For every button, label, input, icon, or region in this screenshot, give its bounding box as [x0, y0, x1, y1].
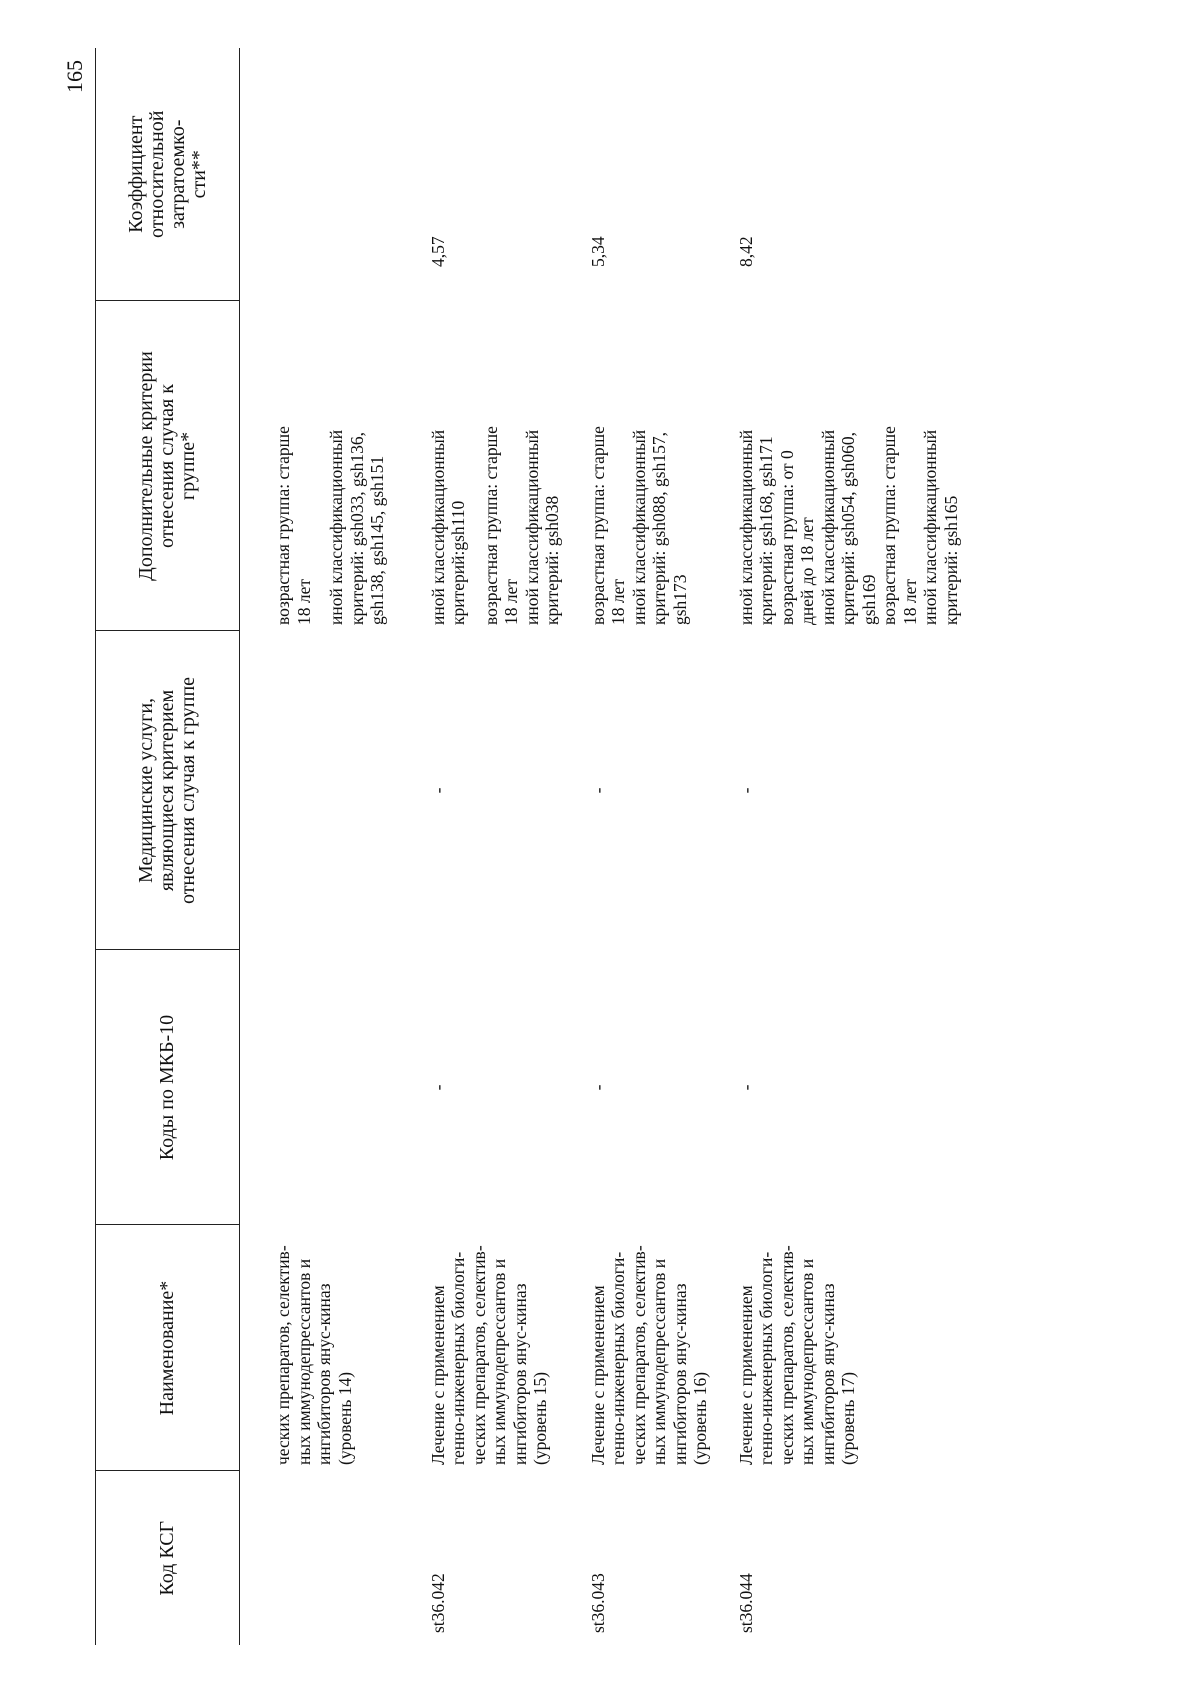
name-line: генно-инженерных биологи- — [756, 1251, 776, 1465]
name-line: генно-инженерных биологи- — [608, 1251, 628, 1465]
criteria-line: 18 лет — [608, 578, 628, 625]
name-cell — [588, 1225, 736, 1471]
criteria-line: возрастная группа: старше — [480, 426, 501, 625]
criteria-line: иной классификационный — [326, 429, 346, 625]
criteria-line: 18 лет — [293, 578, 314, 625]
header-code: Код КСГ — [96, 1471, 240, 1645]
name-line: ческих препаратов, селектив- — [628, 1245, 649, 1465]
coefficient-cell — [240, 48, 428, 301]
icd-code-cell: - — [427, 1084, 448, 1091]
criteria-cell — [736, 301, 962, 631]
criteria-line: иной классификационный — [427, 429, 448, 625]
criteria-line: критерий: gsh165 — [940, 495, 961, 625]
name-line: (уровень 15) — [530, 1371, 550, 1465]
criteria-line: иной классификационный — [817, 429, 838, 625]
services-cell: - — [427, 787, 448, 794]
criteria-group-gap — [314, 307, 326, 625]
header-name: Наименование* — [96, 1225, 240, 1471]
coefficient-cell: 4,57 — [427, 236, 448, 267]
header-services-line: Медицинские услуги, — [135, 697, 157, 884]
criteria-line: иной классификационный — [628, 429, 649, 625]
criteria-line: критерий: gsh033, gsh136, — [346, 432, 367, 625]
header-icd: Коды по МКБ-10 — [96, 950, 240, 1225]
name-line: ных иммунодепрессантов и — [293, 1258, 314, 1465]
criteria-cell — [240, 301, 428, 631]
coefficient-cell: 8,42 — [735, 236, 756, 267]
header-coefficient-line: затратоемко- — [166, 119, 189, 229]
ksg-code-cell — [240, 1471, 428, 1645]
criteria-line: иной классификационный — [521, 429, 542, 625]
ksg-code-cell: st36.044 — [735, 1573, 756, 1633]
criteria-line: дней до 18 лет — [797, 517, 817, 625]
name-line: ингибиторов янус-киназ — [817, 1283, 838, 1465]
criteria-line: 18 лет — [501, 578, 521, 625]
criteria-cell — [588, 301, 736, 631]
criteria-line: возрастная группа: от 0 — [776, 450, 797, 625]
name-cell — [240, 1225, 428, 1471]
criteria-line: критерий:gsh110 — [448, 500, 468, 625]
criteria-cell — [428, 301, 588, 631]
services-cell — [240, 631, 428, 950]
name-cell — [736, 1225, 962, 1471]
page-number: 165 — [62, 60, 87, 93]
coefficient-cell: 5,34 — [587, 236, 608, 267]
table-header-row — [96, 48, 240, 1645]
ksg-code-cell: st36.043 — [587, 1573, 608, 1633]
ksg-code-cell: st36.042 — [427, 1573, 448, 1633]
icd-code-cell — [240, 950, 428, 1225]
criteria-line: возрастная группа: старше — [587, 426, 608, 625]
name-line: ческих препаратов, селектив- — [273, 1245, 293, 1465]
criteria-line: критерий: gsh054, gsh060, — [838, 432, 858, 625]
criteria-line: возрастная группа: старше — [879, 426, 899, 625]
criteria-line: иной классификационный — [920, 429, 940, 625]
header-criteria-line: отнесения случая к — [156, 384, 178, 548]
name-line: ингибиторов янус-киназ — [314, 1283, 334, 1465]
ksg-table — [95, 48, 961, 1645]
name-line: ческих препаратов, селектив- — [468, 1245, 489, 1465]
icd-code-cell: - — [735, 1084, 756, 1091]
criteria-line: критерий: gsh038 — [542, 495, 562, 625]
rotated-content — [55, 45, 1095, 1645]
criteria-line: иной классификационный — [735, 429, 756, 625]
table-row — [588, 48, 736, 1645]
icd-code-cell: - — [587, 1084, 608, 1091]
name-line: генно-инженерных биологи- — [448, 1251, 468, 1465]
header-criteria-line: группе* — [177, 431, 199, 501]
header-services-line: отнесения случая к группе — [177, 676, 199, 905]
name-line: ческих препаратов, селектив- — [776, 1245, 797, 1465]
criteria-line: gsh173 — [669, 574, 690, 625]
table-row — [428, 48, 588, 1645]
header-coefficient-line: сти** — [187, 150, 210, 199]
header-coefficient-line: относительной — [145, 110, 168, 238]
header-criteria-line: Дополнительные критерии — [135, 351, 157, 581]
header-criteria — [96, 301, 240, 631]
criteria-line: gsh138, gsh145, gsh151 — [367, 455, 387, 625]
header-coefficient-line: Коэффициент — [124, 115, 147, 233]
name-cell — [428, 1225, 588, 1471]
table-row — [736, 48, 962, 1645]
name-line: ингибиторов янус-киназ — [669, 1283, 690, 1465]
name-line: (уровень 14) — [334, 1371, 355, 1465]
name-line: (уровень 16) — [690, 1371, 710, 1465]
services-cell: - — [587, 787, 608, 794]
criteria-line: возрастная группа: старше — [273, 426, 293, 625]
name-line: Лечение с применением — [427, 1285, 448, 1465]
table-body — [240, 48, 962, 1645]
name-line: (уровень 17) — [838, 1371, 858, 1465]
criteria-line: критерий: gsh168, gsh171 — [756, 436, 776, 625]
name-line: Лечение с применением — [735, 1285, 756, 1465]
services-cell: - — [735, 787, 756, 794]
header-services-line: являющиеся критерием — [156, 689, 178, 892]
name-line: ных иммунодепрессантов и — [649, 1258, 669, 1465]
criteria-group-gap — [469, 307, 481, 625]
table-row — [240, 48, 428, 1645]
header-services — [96, 631, 240, 950]
name-line: ингибиторов янус-киназ — [509, 1283, 530, 1465]
name-line: ных иммунодепрессантов и — [489, 1258, 509, 1465]
criteria-line: gsh169 — [858, 574, 879, 625]
name-line: Лечение с применением — [587, 1285, 608, 1465]
criteria-line: критерий: gsh088, gsh157, — [649, 432, 669, 625]
header-coefficient — [96, 48, 240, 301]
name-line: ных иммунодепрессантов и — [797, 1258, 817, 1465]
criteria-line: 18 лет — [899, 578, 920, 625]
